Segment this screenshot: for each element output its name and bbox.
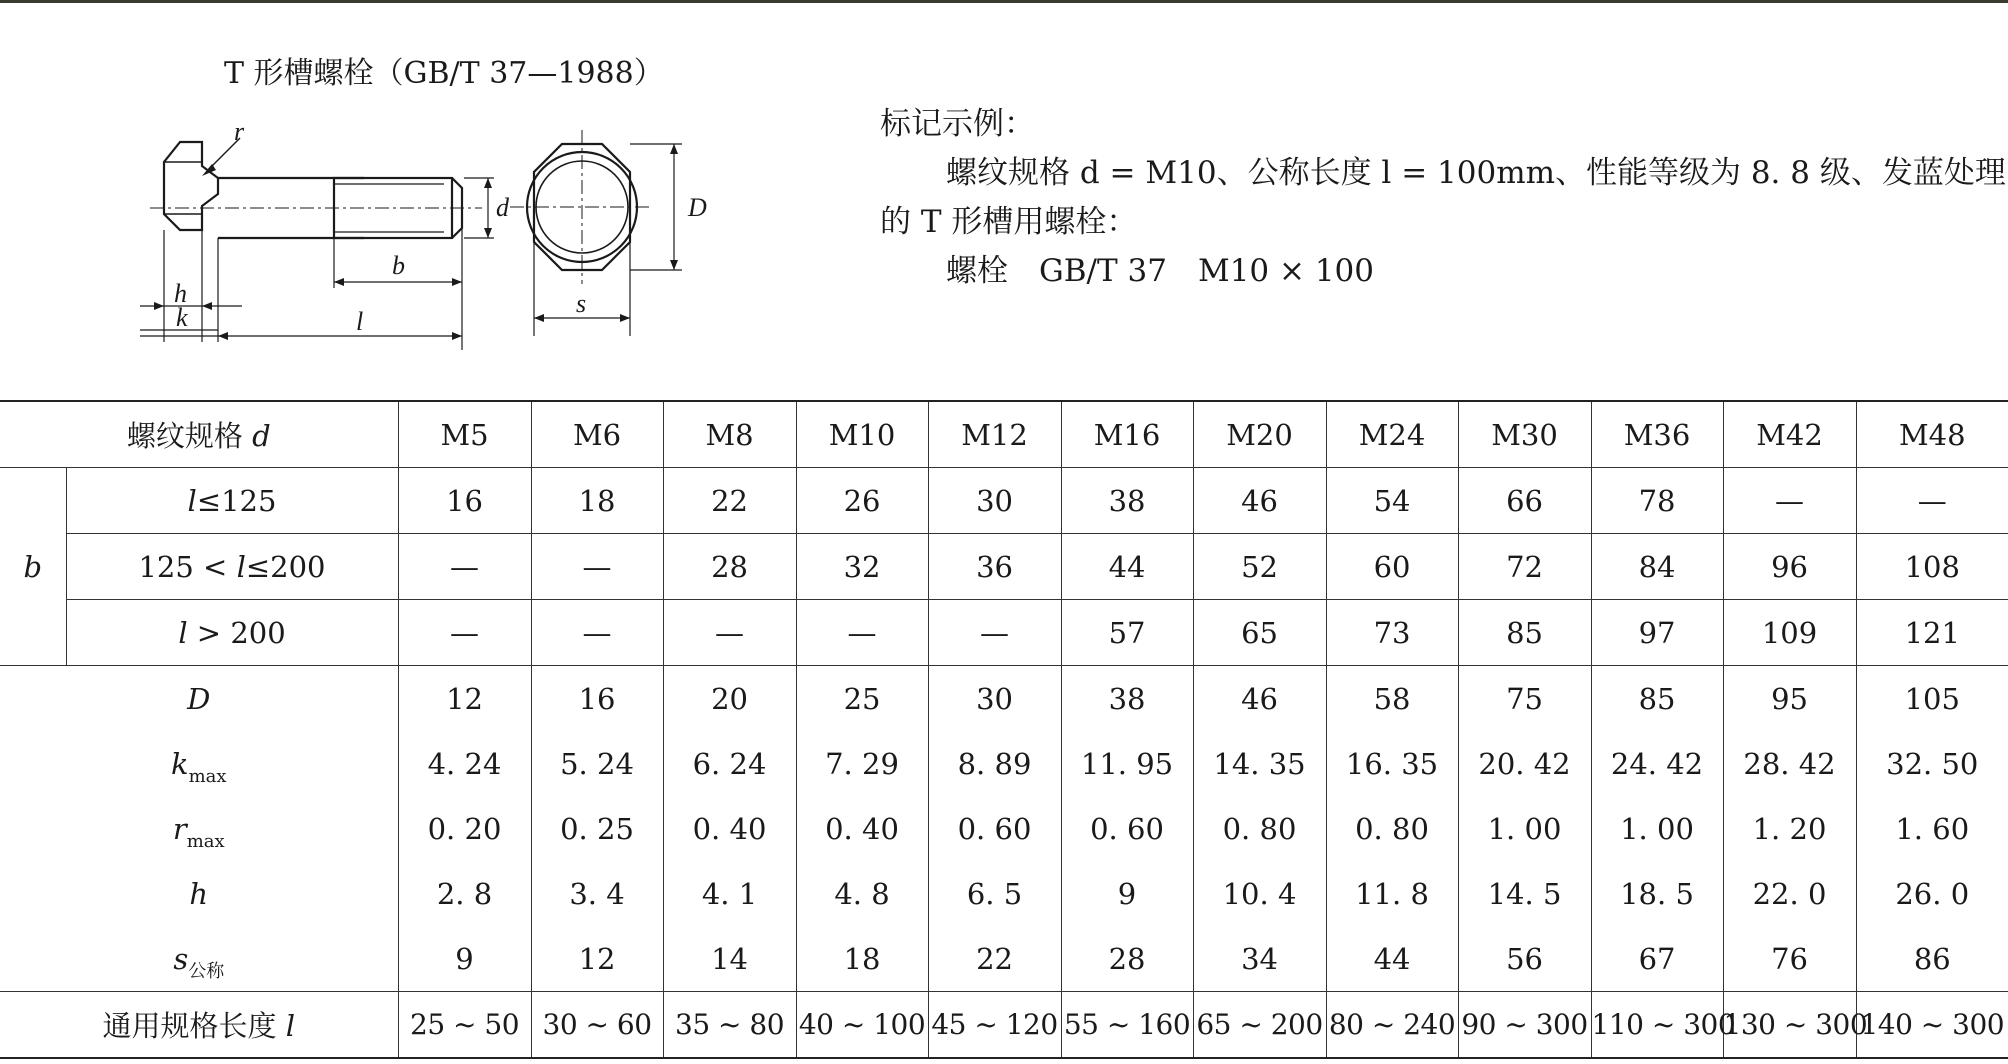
b-value-cell: 38 (1061, 468, 1193, 534)
dimension-table (0, 400, 2008, 1059)
param-value-cell: 6. 5 (928, 861, 1061, 926)
param-value-cell: 20 (663, 666, 796, 732)
param-value-cell: 105 (1856, 666, 2008, 732)
size-cell: M42 (1723, 401, 1856, 468)
param-value-cell: 5. 24 (531, 731, 663, 796)
b-value-cell: 121 (1856, 600, 2008, 666)
b-value-cell: 57 (1061, 600, 1193, 666)
b-value-cell: 54 (1326, 468, 1458, 534)
param-value-cell: 32. 50 (1856, 731, 2008, 796)
param-value-cell: 9 (1061, 861, 1193, 926)
label-d: d (496, 193, 509, 222)
param-value-cell: 0. 80 (1193, 796, 1326, 861)
param-row (0, 861, 2008, 926)
param-value-cell: 86 (1856, 926, 2008, 992)
param-value-cell: 0. 80 (1326, 796, 1458, 861)
param-value-cell: 22. 0 (1723, 861, 1856, 926)
b-row-label-l: l (187, 483, 197, 518)
param-label (0, 666, 398, 732)
b-value-cell: — (531, 534, 663, 600)
b-row-label (66, 534, 398, 600)
param-value-cell: 67 (1591, 926, 1723, 992)
param-value-cell: 11. 8 (1326, 861, 1458, 926)
b-value-cell: 108 (1856, 534, 2008, 600)
bolt-head-outline (164, 142, 218, 230)
param-value-cell: 14. 35 (1193, 731, 1326, 796)
length-value-cell: 65 ~ 200 (1193, 992, 1326, 1059)
size-cell: M12 (928, 401, 1061, 468)
param-value-cell: 26. 0 (1856, 861, 2008, 926)
length-label-symbol: l (285, 1009, 295, 1043)
size-cell: M10 (796, 401, 928, 468)
b-value-cell: 97 (1591, 600, 1723, 666)
marking-line-3: 螺栓 GB/T 37 M10 × 100 (946, 253, 1375, 289)
b-value-cell: — (398, 600, 531, 666)
label-k: k (176, 303, 188, 332)
size-cell: M30 (1458, 401, 1591, 468)
bolt-drawing (130, 120, 730, 360)
param-symbol: h (189, 876, 209, 911)
b-value-cell: — (796, 600, 928, 666)
param-value-cell: 34 (1193, 926, 1326, 992)
b-value-cell: 44 (1061, 534, 1193, 600)
label-D: D (688, 193, 707, 222)
length-value-cell: 35 ~ 80 (663, 992, 796, 1059)
label-h: h (174, 279, 187, 308)
header-label (0, 401, 398, 468)
b-value-cell: 72 (1458, 534, 1591, 600)
param-value-cell: 1. 00 (1458, 796, 1591, 861)
b-value-cell: 52 (1193, 534, 1326, 600)
param-label (0, 731, 398, 796)
b-value-cell: — (531, 600, 663, 666)
param-value-cell: 46 (1193, 666, 1326, 732)
param-row (0, 666, 2008, 732)
header-label-text: 螺纹规格 (126, 419, 253, 453)
top-rule (0, 0, 2008, 3)
b-value-cell: 46 (1193, 468, 1326, 534)
b-value-cell: 30 (928, 468, 1061, 534)
header-row (0, 401, 2008, 468)
b-row (0, 534, 2008, 600)
length-label-text: 通用规格长度 (102, 1009, 286, 1043)
b-row-label-text: ≤125 (196, 483, 277, 518)
length-value-cell: 25 ~ 50 (398, 992, 531, 1059)
size-cell: M8 (663, 401, 796, 468)
param-value-cell: 0. 60 (928, 796, 1061, 861)
length-value-cell: 55 ~ 160 (1061, 992, 1193, 1059)
length-label (0, 992, 398, 1059)
length-value-cell: 140 ~ 300 (1856, 992, 2008, 1059)
b-row-label (66, 600, 398, 666)
b-row-label-text: 125 < (138, 549, 237, 584)
param-symbol: r (172, 811, 187, 846)
param-value-cell: 4. 24 (398, 731, 531, 796)
size-cell: M16 (1061, 401, 1193, 468)
length-value-cell: 30 ~ 60 (531, 992, 663, 1059)
marking-line-1: 螺纹规格 d = M10、公称长度 l = 100mm、性能等级为 8. 8 级、发蓝处理 (946, 155, 2006, 191)
b-value-cell: 84 (1591, 534, 1723, 600)
length-value-cell: 40 ~ 100 (796, 992, 928, 1059)
param-value-cell: 0. 25 (531, 796, 663, 861)
b-row-label-text: ≤200 (245, 549, 326, 584)
param-row (0, 796, 2008, 861)
param-value-cell: 1. 20 (1723, 796, 1856, 861)
b-value-cell: — (1856, 468, 2008, 534)
label-s: s (576, 289, 587, 318)
param-symbol: k (170, 746, 189, 781)
label-l: l (356, 307, 364, 336)
param-subscript: max (188, 765, 227, 787)
marking-example (880, 100, 2006, 296)
param-value-cell: 3. 4 (531, 861, 663, 926)
param-value-cell: 0. 20 (398, 796, 531, 861)
b-value-cell: 60 (1326, 534, 1458, 600)
param-label (0, 926, 398, 992)
param-value-cell: 14 (663, 926, 796, 992)
b-value-cell: 18 (531, 468, 663, 534)
param-value-cell: 0. 40 (796, 796, 928, 861)
size-cell: M48 (1856, 401, 2008, 468)
param-value-cell: 14. 5 (1458, 861, 1591, 926)
param-value-cell: 22 (928, 926, 1061, 992)
param-value-cell: 10. 4 (1193, 861, 1326, 926)
b-row (0, 468, 2008, 534)
b-value-cell: 96 (1723, 534, 1856, 600)
size-cell: M20 (1193, 401, 1326, 468)
size-cell: M5 (398, 401, 531, 468)
param-value-cell: 11. 95 (1061, 731, 1193, 796)
b-value-cell: 78 (1591, 468, 1723, 534)
param-value-cell: 28. 42 (1723, 731, 1856, 796)
b-row-label-l: l (236, 549, 246, 584)
param-symbol: D (187, 681, 211, 716)
param-value-cell: 58 (1326, 666, 1458, 732)
param-value-cell: 76 (1723, 926, 1856, 992)
length-value-cell: 80 ~ 240 (1326, 992, 1458, 1059)
param-value-cell: 16 (531, 666, 663, 732)
param-value-cell: 12 (531, 926, 663, 992)
b-symbol: b (23, 549, 43, 584)
param-value-cell: 38 (1061, 666, 1193, 732)
figure-title: T 形槽螺栓（GB/T 37—1988） (224, 56, 664, 91)
marking-line-2: 的 T 形槽用螺栓： (880, 204, 1138, 240)
b-value-cell: 73 (1326, 600, 1458, 666)
b-value-cell: 85 (1458, 600, 1591, 666)
param-value-cell: 0. 60 (1061, 796, 1193, 861)
param-value-cell: 24. 42 (1591, 731, 1723, 796)
param-value-cell: 18. 5 (1591, 861, 1723, 926)
param-label (0, 796, 398, 861)
param-subscript: max (186, 830, 225, 852)
b-row-label-l: l (178, 615, 188, 650)
b-value-cell: — (1723, 468, 1856, 534)
b-value-cell: 65 (1193, 600, 1326, 666)
length-value-cell: 110 ~ 300 (1591, 992, 1723, 1059)
length-value-cell: 90 ~ 300 (1458, 992, 1591, 1059)
length-row (0, 992, 2008, 1059)
param-symbol: s (173, 941, 189, 976)
param-value-cell: 56 (1458, 926, 1591, 992)
param-value-cell: 30 (928, 666, 1061, 732)
param-value-cell: 8. 89 (928, 731, 1061, 796)
param-value-cell: 95 (1723, 666, 1856, 732)
param-label (0, 861, 398, 926)
b-value-cell: — (663, 600, 796, 666)
param-value-cell: 1. 00 (1591, 796, 1723, 861)
b-value-cell: — (928, 600, 1061, 666)
param-row (0, 731, 2008, 796)
param-subscript: 公称 (188, 960, 225, 982)
b-row-label-text: > 200 (187, 615, 286, 650)
length-value-cell: 130 ~ 300 (1723, 992, 1856, 1059)
b-value-cell: 16 (398, 468, 531, 534)
param-value-cell: 75 (1458, 666, 1591, 732)
param-value-cell: 7. 29 (796, 731, 928, 796)
param-value-cell: 9 (398, 926, 531, 992)
param-value-cell: 4. 8 (796, 861, 928, 926)
header-label-symbol: d (252, 419, 271, 453)
b-value-cell: 26 (796, 468, 928, 534)
b-group-label (0, 468, 66, 666)
b-value-cell: 109 (1723, 600, 1856, 666)
b-value-cell: 28 (663, 534, 796, 600)
param-value-cell: 2. 8 (398, 861, 531, 926)
param-value-cell: 20. 42 (1458, 731, 1591, 796)
label-r: r (234, 120, 245, 146)
b-row (0, 600, 2008, 666)
param-value-cell: 25 (796, 666, 928, 732)
param-value-cell: 6. 24 (663, 731, 796, 796)
b-row-label (66, 468, 398, 534)
label-b: b (392, 251, 405, 280)
size-cell: M6 (531, 401, 663, 468)
param-value-cell: 18 (796, 926, 928, 992)
size-cell: M36 (1591, 401, 1723, 468)
param-row (0, 926, 2008, 992)
param-value-cell: 28 (1061, 926, 1193, 992)
param-value-cell: 0. 40 (663, 796, 796, 861)
length-value-cell: 45 ~ 120 (928, 992, 1061, 1059)
param-value-cell: 1. 60 (1856, 796, 2008, 861)
b-value-cell: 22 (663, 468, 796, 534)
b-value-cell: — (398, 534, 531, 600)
b-value-cell: 66 (1458, 468, 1591, 534)
param-value-cell: 12 (398, 666, 531, 732)
size-cell: M24 (1326, 401, 1458, 468)
b-value-cell: 36 (928, 534, 1061, 600)
b-value-cell: 32 (796, 534, 928, 600)
param-value-cell: 4. 1 (663, 861, 796, 926)
param-value-cell: 85 (1591, 666, 1723, 732)
param-value-cell: 44 (1326, 926, 1458, 992)
param-value-cell: 16. 35 (1326, 731, 1458, 796)
marking-heading: 标记示例： (880, 106, 1035, 142)
